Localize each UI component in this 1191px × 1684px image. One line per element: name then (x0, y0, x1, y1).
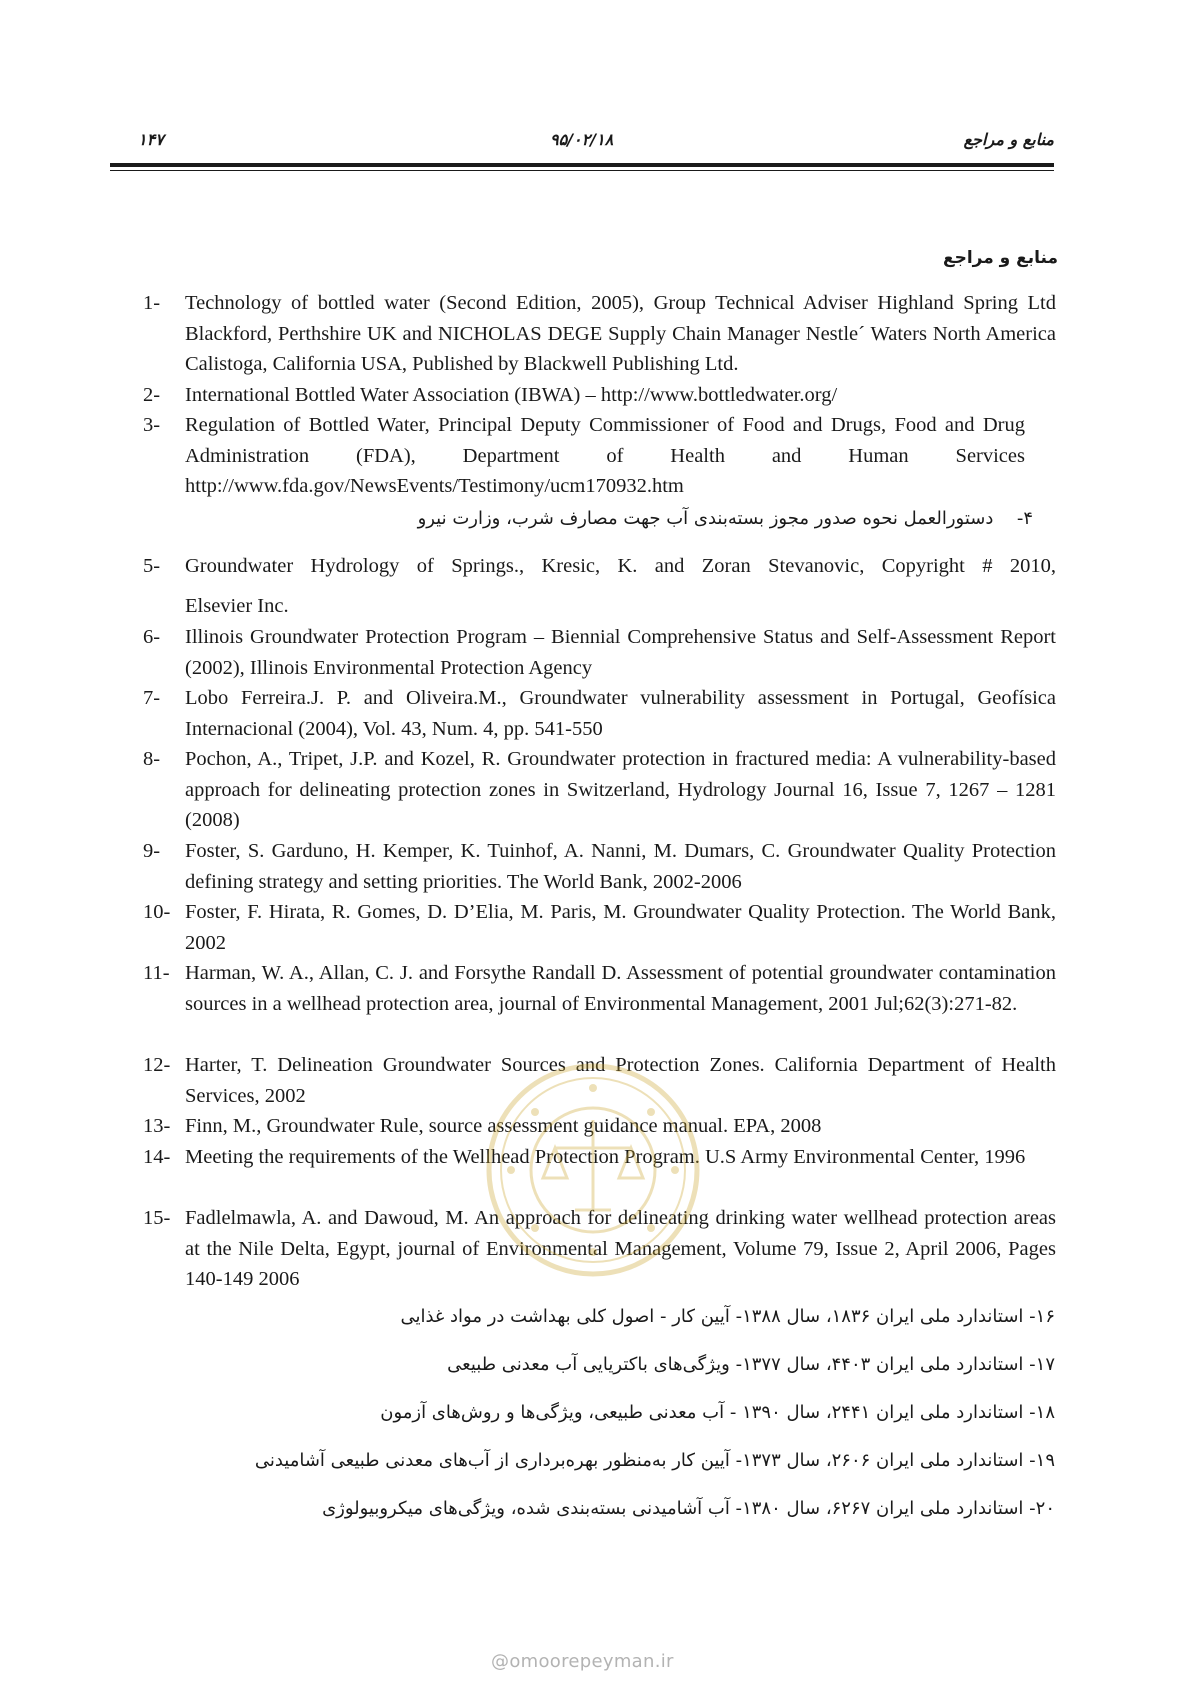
page-number: ۱۴۷ (138, 130, 164, 149)
reference-text: Groundwater Hydrology of Springs., Kresic, K. and Zoran Stevanovic, Copyright # 2010, (185, 555, 1056, 577)
reference-text: Finn, M., Groundwater Rule, source assessment guidance manual. EPA, 2008 (185, 1115, 822, 1137)
reference-number: 8- (143, 748, 161, 770)
reference-item-fa (418, 508, 1033, 529)
reference-text-continued: Elsevier Inc. (185, 595, 289, 617)
reference-text: استاندارد ملی ایران ۲۴۴۱، سال ۱۳۹۰ - آب معدنی طبیعی، ویژگی‌ها و روش‌های آزمون (380, 1402, 1024, 1423)
reference-number: ۴- (1016, 508, 1033, 529)
reference-text: استاندارد ملی ایران ۱۸۳۶، سال ۱۳۸۸- آیین کار - اصول کلی بهداشت در مواد غذایی (400, 1306, 1024, 1327)
reference-number: 6- (143, 626, 161, 648)
reference-item-fa (255, 1450, 1055, 1471)
reference-item-fa (322, 1498, 1055, 1519)
reference-number: 13- (143, 1115, 171, 1137)
reference-number: 15- (143, 1207, 171, 1229)
reference-number: 10- (143, 901, 171, 923)
header-date: ۹۵/۰۲/۱۸ (550, 130, 614, 149)
reference-number: ۱۸- (1029, 1402, 1055, 1423)
reference-item-fa (400, 1306, 1055, 1327)
header-title: منابع و مراجع (963, 130, 1054, 149)
reference-number: ۲۰- (1029, 1498, 1055, 1519)
reference-item-fa (380, 1402, 1055, 1423)
reference-text: Regulation of Bottled Water, Principal Deputy Commissioner of Food and Drugs, Food and Drug Administration (FDA), Department of Health and Human Services http://www.fda.gov/NewsEvents/Testimony/ucm170932.htm (185, 414, 1025, 497)
reference-text: Illinois Groundwater Protection Program – Biennial Comprehensive Status and Self-Assessment Report (2002), Illinois Environmental Protection Agency (185, 626, 1056, 679)
reference-text: Meeting the requirements of the Wellhead Protection Program. U.S Army Environmental Center, 1996 (185, 1146, 1026, 1168)
section-title: منابع و مراجع (942, 248, 1058, 268)
watermark-text: omoorepeyman.ir (509, 1651, 674, 1672)
reference-text: Lobo Ferreira.J. P. and Oliveira.M., Groundwater vulnerability assessment in Portugal, Geofísica Internacional (2004), Vol. 43, Num. 4, pp. 541-550 (185, 687, 1056, 740)
header-rule-thin (110, 170, 1054, 171)
reference-item-fa (447, 1354, 1055, 1375)
reference-text: استاندارد ملی ایران ۲۶۰۶، سال ۱۳۷۳- آیین کار به‌منظور بهره‌برداری از آب‌های معدنی طبیعی آشامیدنی (254, 1450, 1024, 1471)
reference-text: Pochon, A., Tripet, J.P. and Kozel, R. Groundwater protection in fractured media: A vulnerability-based approach for delineating protection zones in Switzerland, Hydrology Journal 16, Issue 7, 1267 – 1281 (2008) (185, 748, 1056, 831)
reference-text: Technology of bottled water (Second Edition, 2005), Group Technical Adviser Highland Spring Ltd Blackford, Perthshire UK and NICHOLAS DEGE Supply Chain Manager Nestle´ Waters North America Calistoga, California USA, Published by Blackwell Publishing Ltd. (185, 292, 1056, 375)
reference-number: 1- (143, 292, 161, 314)
seal-stamp-icon (483, 1060, 703, 1280)
at-icon: @ (491, 1651, 510, 1672)
reference-text: International Bottled Water Association (IBWA) – http://www.bottledwater.org/ (185, 384, 838, 406)
header-rule-thick (110, 163, 1054, 167)
reference-number: ۱۶- (1029, 1306, 1055, 1327)
reference-number: 9- (143, 840, 161, 862)
reference-number: 11- (143, 962, 170, 984)
reference-text: دستورالعمل نحوه صدور مجوز بسته‌بندی آب جهت مصارف شرب، وزارت نیرو (417, 508, 994, 529)
reference-number: 2- (143, 384, 161, 406)
watermark (491, 1651, 674, 1672)
reference-number: 7- (143, 687, 161, 709)
reference-text: Foster, F. Hirata, R. Gomes, D. D’Elia, M. Paris, M. Groundwater Quality Protection. The World Bank, 2002 (185, 901, 1056, 954)
reference-text: استاندارد ملی ایران ۶۲۶۷، سال ۱۳۸۰- آب آشامیدنی بسته‌بندی شده، ویژگی‌های میکروبیولوژی (322, 1498, 1024, 1519)
reference-text: Harter, T. Delineation Groundwater Sources and Protection Zones. California Department of Health Services, 2002 (185, 1054, 1056, 1107)
reference-text: Foster, S. Garduno, H. Kemper, K. Tuinhof, A. Nanni, M. Dumars, C. Groundwater Quality Protection defining strategy and setting priorities. The World Bank, 2002-2006 (185, 840, 1056, 893)
reference-text: Fadlelmawla, A. and Dawoud, M. An approach for delineating drinking water wellhead protection areas at the Nile Delta, Egypt, journal of Environmental Management, Volume 79, Issue 2, April 2006, Pages 140-149 2006 (185, 1207, 1056, 1290)
reference-number: 14- (143, 1146, 171, 1168)
reference-number: ۱۷- (1029, 1354, 1055, 1375)
reference-number: 5- (143, 555, 161, 577)
reference-text: Harman, W. A., Allan, C. J. and Forsythe Randall D. Assessment of potential groundwater contamination sources in a wellhead protection area, journal of Environmental Management, 2001 Jul;62(3):271-82. (185, 962, 1056, 1015)
reference-number: 12- (143, 1054, 171, 1076)
reference-number: ۱۹- (1029, 1450, 1055, 1471)
reference-number: 3- (143, 414, 161, 436)
page-header (110, 130, 1054, 154)
reference-text: استاندارد ملی ایران ۴۴۰۳، سال ۱۳۷۷- ویژگی‌های باکتریایی آب معدنی طبیعی (447, 1354, 1024, 1375)
